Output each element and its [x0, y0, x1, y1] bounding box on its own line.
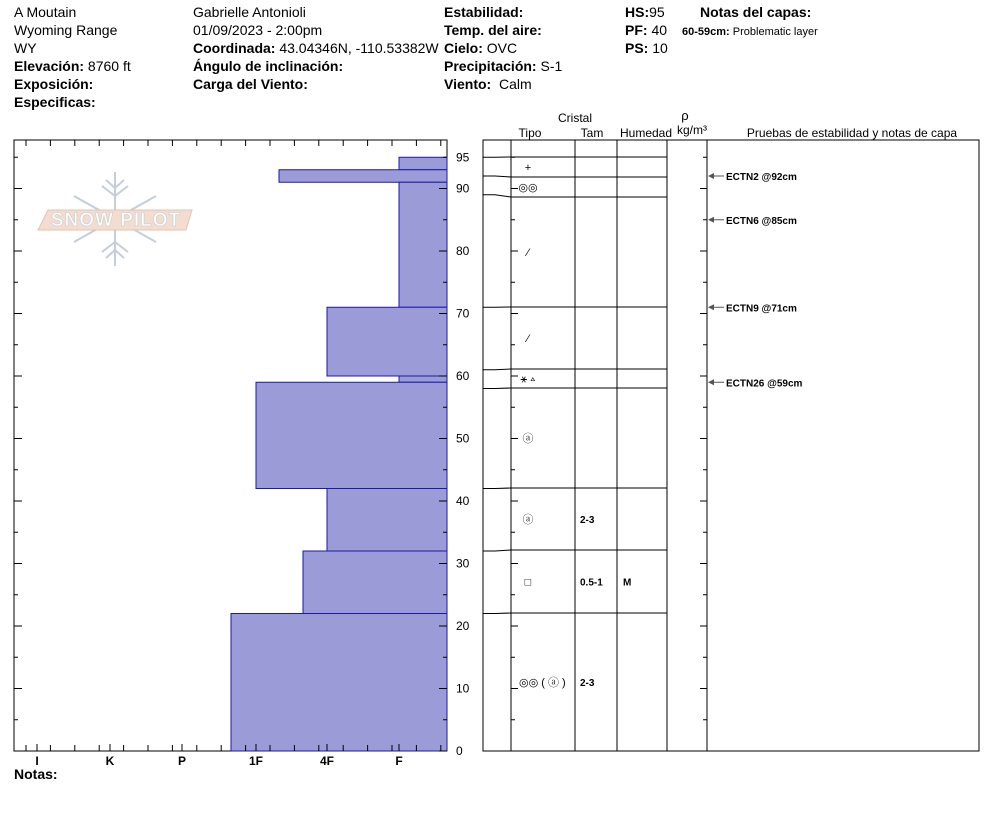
- wind-load-label: Carga del Viento:: [193, 76, 308, 92]
- depth-label: 50: [456, 431, 470, 446]
- observation-datetime: 01/09/2023 - 2:00pm: [193, 22, 323, 38]
- coordinate-label: Coordinada:: [193, 40, 276, 56]
- hardness-bar: [303, 551, 447, 614]
- depth-label: 30: [456, 556, 470, 571]
- test-label: ECTN6 @85cm: [726, 215, 797, 227]
- pf-value: 40: [651, 22, 668, 38]
- table-depth-ticks: [511, 157, 707, 751]
- hardness-bar: [399, 376, 447, 382]
- layer-connector: [483, 388, 511, 389]
- sky-label: Cielo:: [444, 40, 483, 56]
- crystal-type-symbol: ⁄: [527, 247, 529, 259]
- hardness-bar: [231, 614, 447, 752]
- depth-label: 95: [456, 150, 470, 165]
- test-label: ECTN26 @59cm: [726, 378, 803, 390]
- header-tests: Pruebas de estabilidad y notas de capa: [746, 126, 958, 140]
- elevation-label: Elevación:: [14, 58, 85, 74]
- hardness-tick-label: 1F: [248, 754, 264, 768]
- crystal-type-symbol: ⁄: [527, 333, 529, 345]
- crystal-size: 2-3: [580, 515, 595, 526]
- depth-label: 20: [456, 619, 470, 633]
- state-name: WY: [14, 40, 37, 56]
- wind-label: Viento:: [444, 76, 492, 92]
- hardness-tick-label: K: [105, 754, 115, 768]
- hardness-tick-label: F: [395, 754, 403, 768]
- hs-label: HS:: [625, 4, 650, 20]
- crystal-type-symbol: ◎◎ ( ⓐ ): [519, 677, 566, 689]
- precip-value: S-1: [540, 58, 563, 74]
- stability-label: Estabilidad:: [444, 4, 524, 20]
- aspect-label: Exposición:: [14, 76, 94, 92]
- hs-value: 95: [649, 4, 665, 20]
- hardness-bar: [279, 170, 447, 183]
- test-label: ECTN2 @92cm: [726, 172, 797, 183]
- crystal-size: 2-3: [580, 678, 595, 689]
- ps-label: PS:: [625, 40, 649, 56]
- crystal-type-symbol: ⓐ: [522, 433, 534, 445]
- depth-label: 10: [456, 681, 470, 696]
- hardness-bar: [399, 157, 447, 170]
- test-label: ECTN9 @71cm: [726, 303, 797, 315]
- specifics-label: Especificas:: [14, 94, 96, 110]
- pf-label: PF:: [625, 22, 648, 38]
- crystal-type-symbol: □: [524, 576, 532, 589]
- header-type: Tipo: [518, 126, 542, 140]
- layer-note-text: Problematic layer: [732, 26, 818, 38]
- hardness-bar: [256, 382, 447, 488]
- header-density-unit: kg/m³: [677, 123, 707, 137]
- header-crystal: Cristal: [557, 111, 593, 125]
- test-arrow-head: [708, 379, 714, 385]
- hardness-bar: [399, 182, 447, 307]
- layer-connector: [483, 550, 511, 551]
- depth-label: 80: [456, 244, 470, 258]
- layer-connector: [483, 176, 511, 177]
- elevation-value: 8760 ft: [87, 58, 131, 74]
- notes-label: Notas:: [14, 766, 58, 782]
- header-moisture: Humedad: [619, 126, 673, 140]
- precip-label: Precipitación:: [444, 58, 537, 74]
- crystal-type-symbol: +: [524, 162, 532, 174]
- crystal-table-frame: [483, 140, 979, 751]
- crystal-type-symbol: ⓐ: [522, 514, 534, 526]
- wind-value: Calm: [498, 76, 532, 92]
- test-arrow-head: [708, 217, 714, 223]
- layer-connector: [483, 369, 511, 370]
- hardness-bar: [327, 489, 447, 552]
- air-temp-label: Temp. del aire:: [444, 22, 542, 38]
- moisture-value: M: [623, 577, 632, 589]
- logo-text: SNOW PILOT: [50, 210, 182, 231]
- depth-label: 70: [456, 306, 470, 321]
- ps-value: 10: [652, 40, 668, 56]
- depth-label: 40: [456, 494, 470, 508]
- hardness-tick-label: I: [35, 754, 39, 768]
- sky-value: OVC: [486, 40, 518, 56]
- header-size: Tam: [580, 126, 604, 140]
- crystal-size: 0.5-1: [580, 577, 603, 589]
- hardness-tick-label: 4F: [319, 754, 335, 768]
- snowpilot-logo: [38, 172, 192, 266]
- stability-tests: [708, 172, 803, 389]
- test-arrow-head: [708, 304, 714, 310]
- layer-notes-label: Notas del capas:: [700, 4, 812, 20]
- table-column-lines: [511, 140, 707, 751]
- header-rho: ρ: [681, 108, 689, 123]
- depth-label: 90: [456, 181, 470, 196]
- layer-connector: [483, 488, 511, 489]
- hardness-bar: [327, 307, 447, 376]
- coordinate-value: 43.04346N, -110.53382W: [279, 40, 439, 56]
- hardness-tick-label: P: [177, 754, 187, 768]
- crystal-type-symbol: ◎◎: [518, 182, 538, 194]
- range-name: Wyoming Range: [14, 22, 118, 38]
- layer-note-range: 60-59cm:: [682, 26, 730, 38]
- crystal-type-symbol: ⚹ ▵: [520, 373, 536, 386]
- location-name: A Moutain: [14, 4, 77, 20]
- depth-label: 60: [456, 369, 470, 383]
- slope-label: Ángulo de inclinación:: [193, 58, 344, 74]
- layer-connector: [483, 195, 511, 197]
- observer-name: Gabrielle Antonioli: [193, 4, 306, 20]
- hardness-profile: [231, 157, 447, 751]
- layer-connector: [483, 613, 511, 614]
- test-arrow-head: [708, 173, 714, 179]
- depth-label: 0: [456, 744, 463, 758]
